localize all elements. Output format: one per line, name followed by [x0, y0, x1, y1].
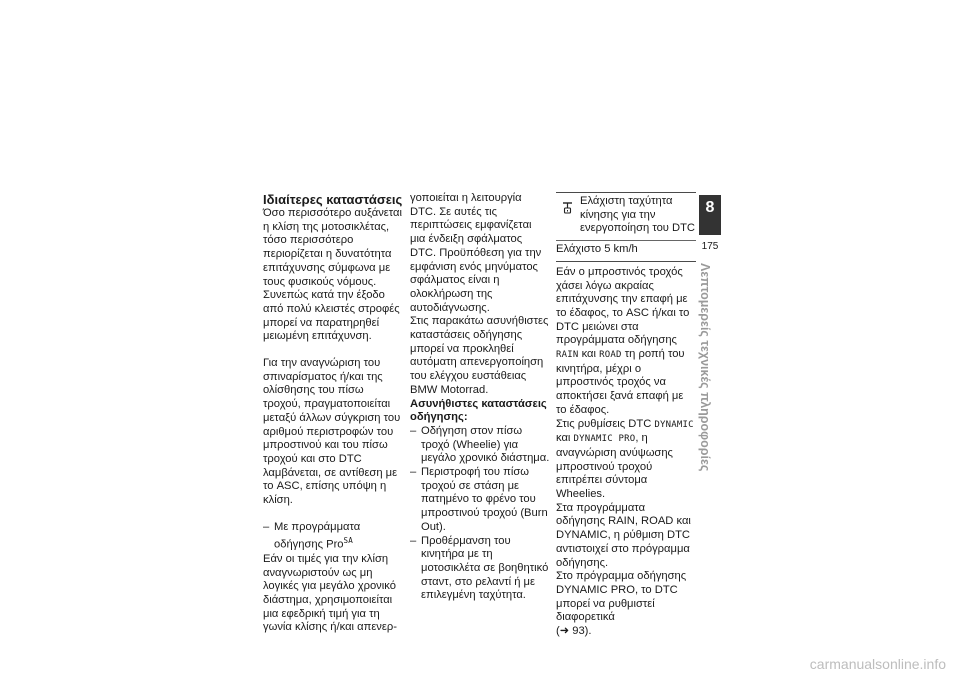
mode-rain: RAIN: [556, 350, 579, 361]
paragraph: Στο πρόγραμμα οδήγησης DYNAMIC PRO, το DTC μπορεί να ρυθμιστεί διαφορετικά (➜ 93).: [556, 570, 687, 638]
chapter-tab: [699, 195, 721, 235]
paragraph: γοποιείται η λειτουργία DTC. Σε αυτές τις περιπτώσεις εμφανίζεται μια ένδειξη σφάλματος DTC. Προϋπόθεση για την εμφάνιση ενός μηνύματος σφάλματος είναι η ολοκλήρωση της αυτοδιάγνωσης.: [410, 192, 542, 314]
note-title: Ελάχιστη ταχύτητα κίνησης για την ενεργοποίηση του DTC: [580, 195, 696, 235]
list-item: – Οδήγηση στον πίσω τροχό (Wheelie) για μεγάλο χρονικό διάστημα.: [410, 424, 550, 465]
chapter-number: 8: [705, 199, 715, 216]
paragraph: Όσο περισσότερο αυξάνεται η κλίση της μοτοσικλέτας, τόσο περισσότερο περιορίζεται η δυνατότητα επιτάχυνσης σύμφωνα με τους φυσικούς νόμους. Συνεπώς κατά την έξοδο από πολύ κλειστές στροφές μπορεί να παρατηρηθεί μειωμένη επιτάχυνση.: [263, 207, 402, 343]
mode-dynamic-pro: DYNAMIC PRO: [573, 434, 636, 445]
column-2: [410, 192, 550, 603]
optional-equipment-mark: SA: [343, 536, 353, 546]
watermark: carmanualsonline.info: [809, 656, 946, 672]
page-number: 175: [701, 241, 719, 252]
section-heading: Ιδιαίτερες καταστάσεις: [263, 192, 403, 207]
mode-dynamic: DYNAMIC: [654, 419, 694, 430]
paragraph: Στα προγράμματα οδήγησης RAIN, ROAD και DYNAMIC, η ρύθμιση DTC αντιστοιχεί στο πρόγραμμα οδήγησης.: [556, 501, 691, 569]
mode-road: ROAD: [599, 350, 622, 361]
subheading: Ασυνήθιστες καταστάσεις οδήγησης:: [410, 397, 547, 424]
column-3: [556, 192, 696, 639]
paragraph: Εάν οι τιμές για την κλίση αναγνωριστούν ως μη λογικές για μεγάλο χρονικό διάστημα, χρησιμοποιείται μια εφεδρική τιμή για τη γωνία κλίσης ή/και απενερ-: [263, 552, 397, 634]
paragraph: Στις παρακάτω ασυνήθιστες καταστάσεις οδήγησης μπορεί να προκληθεί αυτόματη απενεργοποίηση του ελέγχου ευστάθειας BMW Motorrad.: [410, 315, 549, 396]
chapter-title: Λεπτομερείς τεχνικές πληροφορίες: [698, 263, 712, 472]
note-value: Ελάχιστο 5 km/h: [556, 243, 638, 256]
column-1: [263, 192, 403, 635]
paragraph: Εάν ο μπροστινός τροχός χάσει λόγω ακραίας επιτάχυνσης την επαφή με το έδαφος, το ASC ή/και το DTC μειώνει στα προγράμματα οδήγησης RAIN και ROAD τη ροπή του κινητήρα, μέχρι ο μπροστινός τροχός να αποκτήσει ξανά επαφή με το έδαφος.: [556, 265, 690, 416]
list-item: – Προθέρμανση του κινητήρα με τη μοτοσικλέτα σε βοηθητικό σταντ, στο ρελαντί ή με επιλεγμένη ταχύτητα.: [410, 534, 549, 602]
list-item: – Περιστροφή του πίσω τροχού σε στάση με πατημένο το φρένο του μπροστινού τροχού (Burn Out).: [410, 466, 548, 533]
page-reference[interactable]: 93).: [572, 625, 592, 638]
gauge-note-icon: [556, 195, 580, 236]
page-ref-arrow-icon: ➜: [559, 625, 570, 638]
note-box: [556, 192, 696, 262]
list-item: – Με προγράμματα οδήγησης Pro$^{SA}$: [263, 520, 361, 552]
paragraph: Για την αναγνώριση του σπιναρίσματος ή/και της ολίσθησης του πίσω τροχού, πραγματοποιείται μεταξύ άλλων σύγκριση του αριθμού περιστροφών του μπροστινού και του πίσω τροχού και στο DTC λαμβάνεται, σε αντίθεση με το ASC, επίσης υπόψη η κλίση.: [263, 357, 401, 507]
list-item-text: Με προγράμματα οδήγησης Pro: [274, 520, 361, 552]
paragraph: Στις ρυθμίσεις DTC DYNAMIC και DYNAMIC PRO, η αναγνώριση ανύψωσης μπροστινού τροχού επιτρέπει σύντομα Wheelies.: [556, 417, 694, 501]
